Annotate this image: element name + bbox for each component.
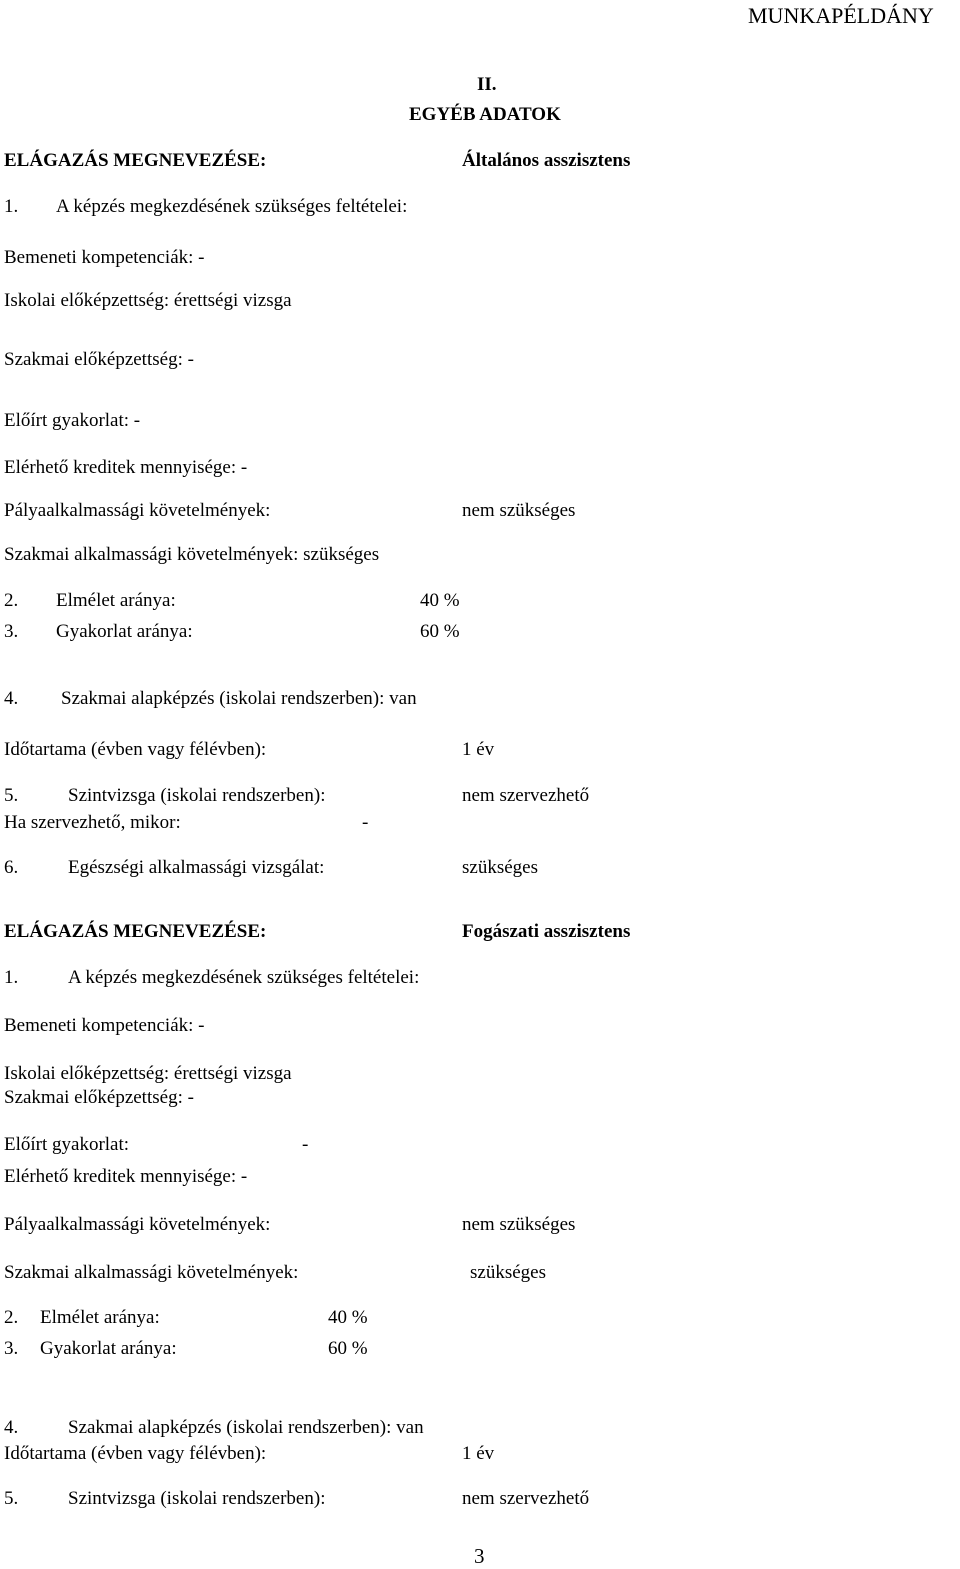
branch-name: Általános asszisztens	[462, 150, 631, 171]
item-number: 2.	[4, 590, 19, 611]
practice-ratio-value: 60 %	[328, 1338, 368, 1359]
health-exam-value: szükséges	[462, 857, 538, 878]
credits-available: Elérhető kreditek mennyisége: -	[4, 1166, 248, 1187]
work-copy-stamp: MUNKAPÉLDÁNY	[748, 3, 934, 28]
item-number: 1.	[4, 967, 19, 988]
prerequisites-heading: A képzés megkezdésének szükséges feltételei:	[56, 196, 408, 217]
entry-competence: Bemeneti kompetenciák: -	[4, 247, 205, 268]
theory-ratio-value: 40 %	[420, 590, 460, 611]
level-exam-value: nem szervezhető	[462, 1488, 590, 1509]
career-requirements-label: Pályaalkalmassági követelmények:	[4, 500, 271, 521]
professional-requirements-label: Szakmai alkalmassági követelmények:	[4, 1262, 299, 1283]
theory-ratio-label: Elmélet aránya:	[56, 590, 176, 611]
level-exam-label: Szintvizsga (iskolai rendszerben):	[68, 785, 326, 806]
basic-training: Szakmai alapképzés (iskolai rendszerben): van	[68, 1417, 424, 1438]
item-number: 6.	[4, 857, 19, 878]
entry-competence: Bemeneti kompetenciák: -	[4, 1015, 205, 1036]
practice-ratio-value: 60 %	[420, 621, 460, 642]
branch-label: ELÁGAZÁS MEGNEVEZÉSE:	[4, 921, 267, 942]
item-number: 3.	[4, 621, 19, 642]
health-exam-label: Egészségi alkalmassági vizsgálat:	[68, 857, 325, 878]
required-practice-value: -	[302, 1134, 309, 1155]
duration-value: 1 év	[462, 1443, 495, 1464]
duration-label: Időtartama (évben vagy félévben):	[4, 1443, 267, 1464]
professional-prerequisite: Szakmai előképzettség: -	[4, 349, 194, 370]
item-number: 5.	[4, 785, 19, 806]
level-exam-value: nem szervezhető	[462, 785, 590, 806]
duration-value: 1 év	[462, 739, 495, 760]
if-organizable-value: -	[362, 812, 369, 833]
required-practice: Előírt gyakorlat: -	[4, 410, 141, 431]
theory-ratio-value: 40 %	[328, 1307, 368, 1328]
practice-ratio-label: Gyakorlat aránya:	[56, 621, 193, 642]
item-number: 4.	[4, 688, 19, 709]
level-exam-label: Szintvizsga (iskolai rendszerben):	[68, 1488, 326, 1509]
item-number: 5.	[4, 1488, 19, 1509]
if-organizable-label: Ha szervezhető, mikor:	[4, 812, 181, 833]
section-roman-numeral: II.	[477, 74, 497, 95]
professional-requirements-value: szükséges	[470, 1262, 546, 1283]
page-number: 3	[474, 1544, 485, 1568]
career-requirements-label: Pályaalkalmassági követelmények:	[4, 1214, 271, 1235]
professional-prerequisite: Szakmai előképzettség: -	[4, 1087, 194, 1108]
career-requirements-value: nem szükséges	[462, 500, 576, 521]
item-number: 4.	[4, 1417, 19, 1438]
school-prerequisite: Iskolai előképzettség: érettségi vizsga	[4, 1063, 292, 1084]
prerequisites-heading: A képzés megkezdésének szükséges feltételei:	[68, 967, 420, 988]
item-number: 2.	[4, 1307, 19, 1328]
school-prerequisite: Iskolai előképzettség: érettségi vizsga	[4, 290, 292, 311]
branch-label: ELÁGAZÁS MEGNEVEZÉSE:	[4, 150, 267, 171]
duration-label: Időtartama (évben vagy félévben):	[4, 739, 267, 760]
section-title: EGYÉB ADATOK	[409, 104, 561, 125]
professional-requirements: Szakmai alkalmassági követelmények: szükséges	[4, 544, 380, 565]
practice-ratio-label: Gyakorlat aránya:	[40, 1338, 177, 1359]
required-practice-label: Előírt gyakorlat:	[4, 1134, 130, 1155]
basic-training: Szakmai alapképzés (iskolai rendszerben): van	[61, 688, 417, 709]
item-number: 1.	[4, 196, 19, 217]
theory-ratio-label: Elmélet aránya:	[40, 1307, 160, 1328]
credits-available: Elérhető kreditek mennyisége: -	[4, 457, 248, 478]
item-number: 3.	[4, 1338, 19, 1359]
career-requirements-value: nem szükséges	[462, 1214, 576, 1235]
branch-name: Fogászati asszisztens	[462, 921, 631, 942]
